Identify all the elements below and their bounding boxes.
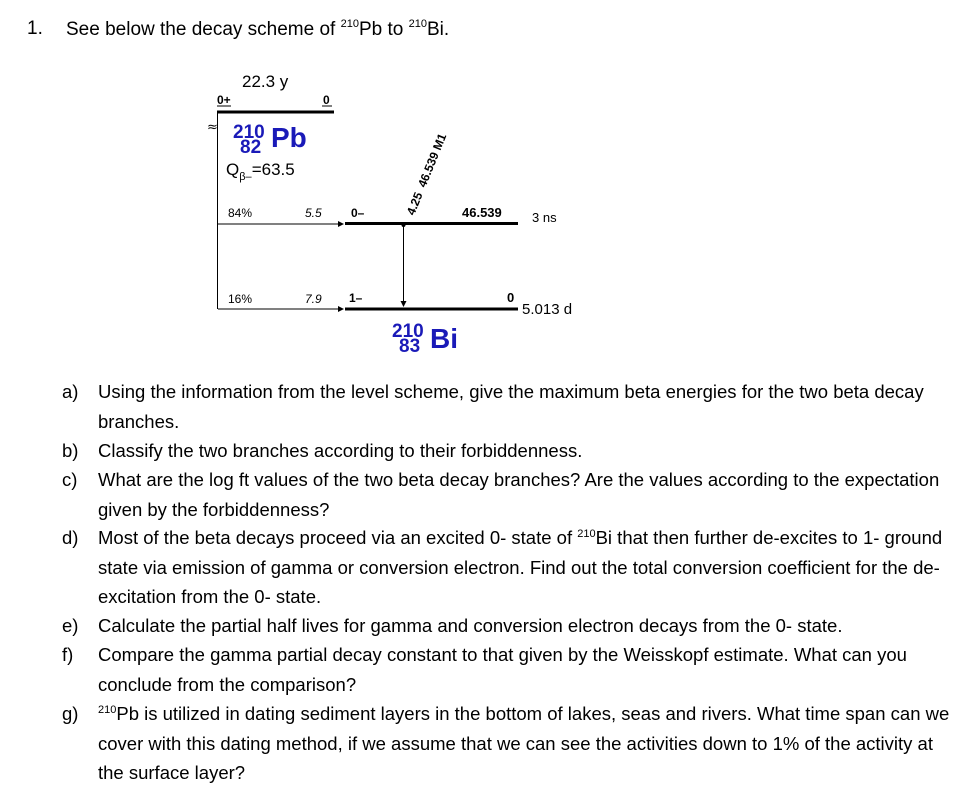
daughter-symbol: Bi — [430, 323, 458, 354]
part-c-letter: c) — [62, 469, 78, 490]
part-a-letter: a) — [62, 381, 79, 402]
part-g-text — [98, 699, 958, 788]
parent-symbol: Pb — [271, 122, 307, 153]
part-f-letter: f) — [62, 644, 74, 665]
intro-text-3: Bi. — [426, 19, 450, 40]
part-b-letter: b) — [62, 440, 79, 461]
question-number: 1. — [27, 18, 43, 39]
part-e-text: Calculate the partial half lives for gamma and conversion electron decays from the 0- state. — [98, 615, 843, 636]
parent-halflife: 22.3 y — [242, 72, 289, 91]
part-g-letter: g) — [62, 703, 79, 724]
part-e-letter: e) — [62, 615, 79, 636]
parent-spin: 0+ — [217, 93, 231, 107]
part-d-mass: 210 — [577, 528, 596, 540]
intro-text-1: See below the decay scheme of — [66, 19, 341, 40]
part-d-text-1: Most of the beta decays proceed via an excited 0- state of — [98, 527, 578, 548]
excited-level-halflife: 3 ns — [532, 210, 557, 225]
part-d-letter: d) — [62, 527, 79, 548]
intro-text-2: Pb to — [358, 19, 409, 40]
daughter-atomic-number: 83 — [399, 336, 421, 357]
part-g-text-1: Pb is utilized in dating sediment layers in the bottom of lakes, seas and rivers. What time span can we cover with this dating method, if we assume that we can see the activities down to 1% of the activity at the surface layer? — [98, 703, 950, 783]
part-d-text — [98, 523, 958, 612]
branch1-spin: 0– — [351, 206, 365, 220]
part-b-text: Classify the two branches according to their forbiddenness. — [98, 440, 583, 461]
approx-symbol: ≈ — [207, 120, 218, 135]
daughter-mass-number: 210 — [392, 321, 424, 342]
q-subscript: β– — [239, 171, 252, 183]
intro-mass-pb: 210 — [340, 18, 359, 30]
branch2-logft: 7.9 — [305, 292, 322, 306]
part-a-text: Using the information from the level scheme, give the maximum beta energies for the two beta decay branches. — [98, 381, 924, 432]
branch2-spin: 1– — [349, 291, 363, 305]
q-number: =63.5 — [251, 160, 295, 179]
parent-level-energy: 0 — [323, 93, 330, 107]
parent-mass-number: 210 — [233, 122, 265, 143]
branch1-logft: 5.5 — [305, 206, 322, 220]
part-f-text: Compare the gamma partial decay constant to that given by the Weisskopf estimate. What can you conclude from the comparison? — [98, 644, 907, 695]
branch2-intensity: 16% — [228, 292, 253, 306]
intro-mass-bi: 210 — [408, 18, 427, 30]
part-g-mass: 210 — [98, 704, 117, 716]
excited-level-energy: 46.539 — [462, 205, 502, 220]
part-c-text: What are the log ft values of the two beta decay branches? Are the values according to the expectation given by the forbiddenness? — [98, 469, 940, 520]
gamma-label: 4.25 46.539 M1 — [403, 131, 450, 218]
q-prefix: Q — [226, 160, 240, 179]
ground-level-halflife: 5.013 d — [522, 301, 573, 318]
branch1-intensity: 84% — [228, 206, 253, 220]
ground-level-energy: 0 — [507, 290, 515, 305]
part-d-text-2: Bi that then further de-excites to 1- ground state via emission of gamma or conversion electron. Find out the total conversion coefficient for the de-excitation from the 0- state. — [98, 527, 943, 607]
parent-atomic-number: 82 — [240, 137, 262, 158]
